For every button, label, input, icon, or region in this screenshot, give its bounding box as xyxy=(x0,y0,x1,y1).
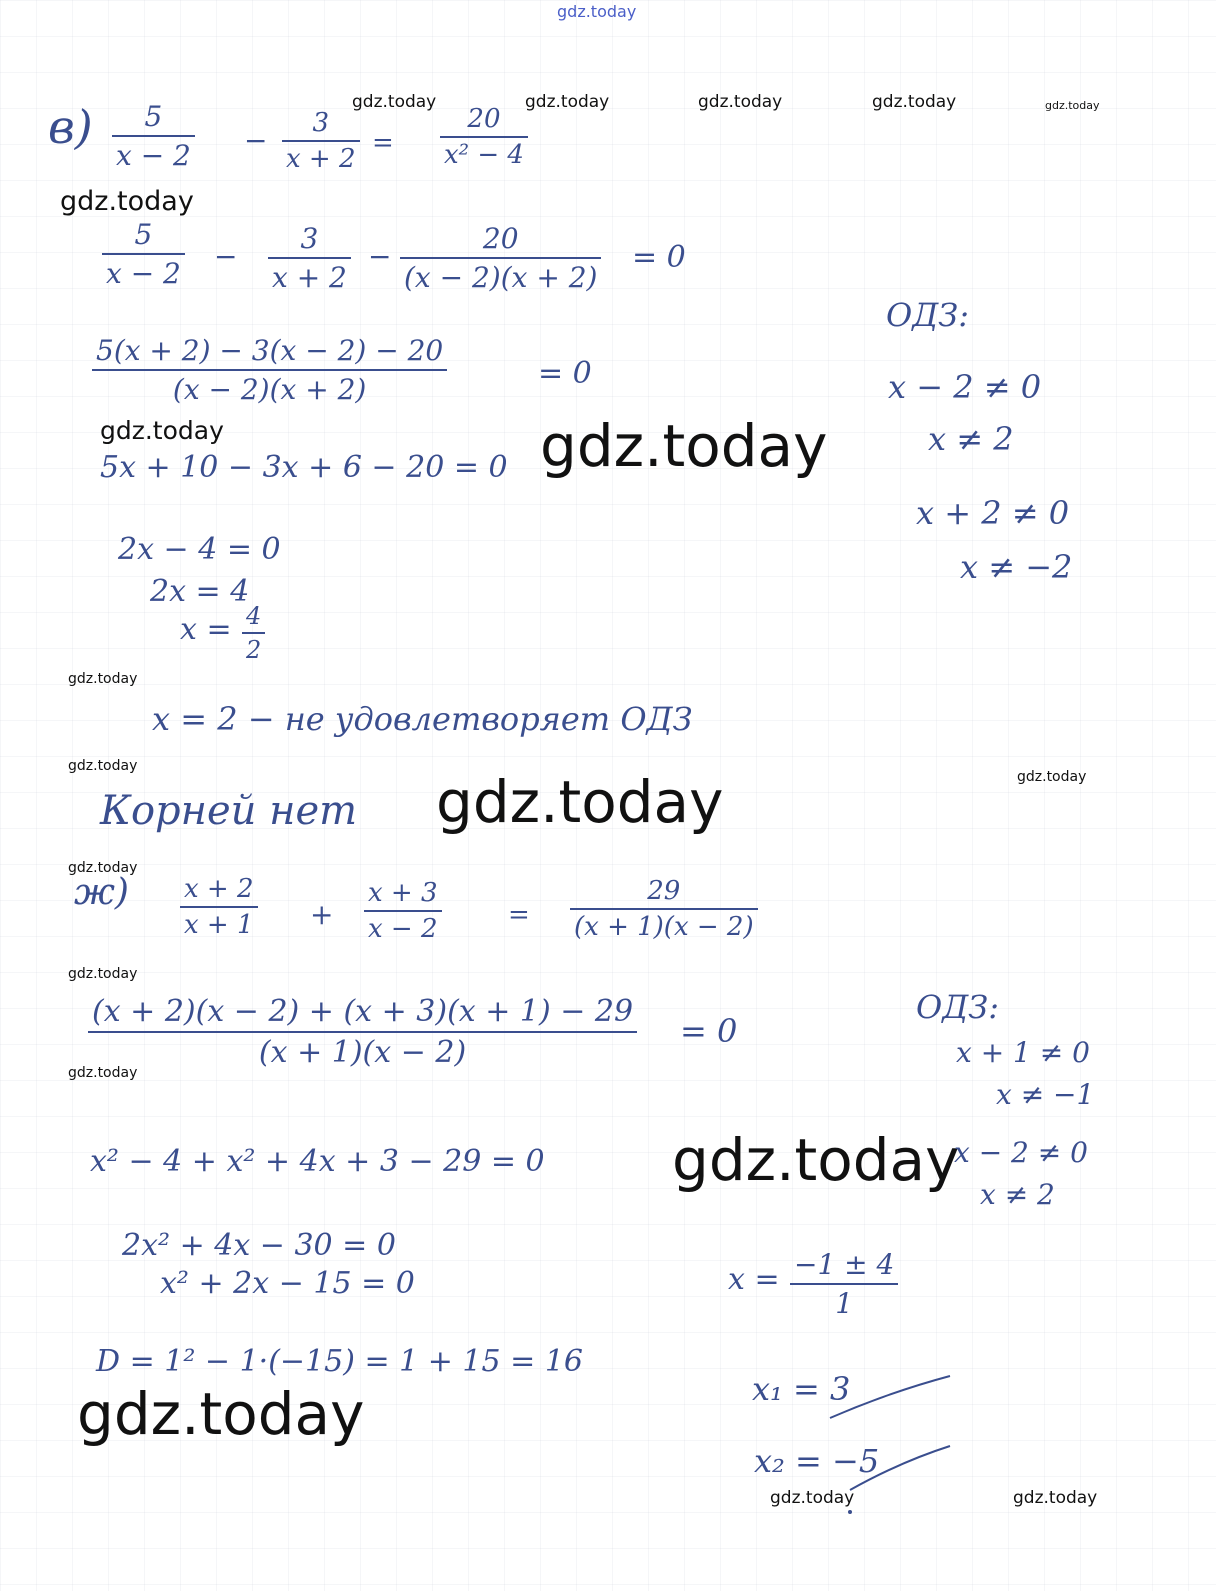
watermark: gdz.today xyxy=(672,1126,960,1194)
odz-line: x − 2 ≠ 0 xyxy=(888,368,1042,406)
numerator: 5(x + 2) − 3(x − 2) − 20 xyxy=(96,334,444,367)
denominator: x − 2 xyxy=(116,139,191,172)
step5: 2x = 4 xyxy=(150,574,250,609)
denominator: (x + 1)(x − 2) xyxy=(258,1035,467,1070)
zh-step2: x² − 4 + x² + 4x + 3 − 29 = 0 xyxy=(90,1144,545,1179)
denominator: 1 xyxy=(835,1287,854,1320)
numerator: 20 xyxy=(467,104,501,134)
zh-step3: 2x² + 4x − 30 = 0 xyxy=(122,1228,396,1263)
numerator: 5 xyxy=(144,100,163,133)
watermark: gdz.today xyxy=(540,412,828,480)
watermark: gdz.today xyxy=(77,1380,365,1448)
watermark: gdz.today xyxy=(100,416,224,445)
odz-line: x + 2 ≠ 0 xyxy=(916,494,1070,532)
denominator: x − 2 xyxy=(368,914,438,944)
denominator: (x + 1)(x − 2) xyxy=(574,912,754,942)
part-label-zh: ж) xyxy=(74,872,129,913)
denominator: x − 2 xyxy=(106,257,181,290)
numerator: 4 xyxy=(246,602,262,630)
zh-odz-line: x + 1 ≠ 0 xyxy=(956,1036,1090,1069)
minus-sign: − xyxy=(244,124,268,157)
roots-formula-lhs: x = xyxy=(728,1262,780,1297)
answer-no-roots: Корней нет xyxy=(100,788,358,834)
zh-step5-discriminant: D = 1² − 1·(−15) = 1 + 15 = 16 xyxy=(96,1344,583,1379)
zh-step4: x² + 2x − 15 = 0 xyxy=(160,1266,415,1301)
minus-sign: − xyxy=(368,240,392,273)
numerator: x + 2 xyxy=(184,874,254,904)
part-label-v: в) xyxy=(48,100,93,154)
watermark-top: gdz.today xyxy=(557,2,637,21)
odz-line: x ≠ 2 xyxy=(928,420,1014,458)
numerator: 3 xyxy=(312,108,330,138)
zh-odz-line: x − 2 ≠ 0 xyxy=(954,1136,1088,1169)
watermark: gdz.today xyxy=(698,92,783,112)
watermark: gdz.today xyxy=(68,1065,138,1081)
plus-sign: + xyxy=(310,898,334,931)
odz-title: ОДЗ: xyxy=(886,296,969,334)
denominator: 2 xyxy=(246,636,262,664)
equals-sign: = xyxy=(508,900,530,930)
watermark: gdz.today xyxy=(68,758,138,774)
watermark: gdz.today xyxy=(525,92,610,112)
step2-rhs: = 0 xyxy=(538,356,592,391)
odz-line: x ≠ −2 xyxy=(960,548,1073,586)
zh-step1-rhs: = 0 xyxy=(680,1012,738,1050)
watermark: gdz.today xyxy=(1045,99,1100,112)
denominator: (x − 2)(x + 2) xyxy=(172,373,367,406)
watermark: gdz.today xyxy=(1017,769,1087,785)
denominator: x + 1 xyxy=(184,910,254,940)
step4: 2x − 4 = 0 xyxy=(118,532,281,567)
watermark: gdz.today xyxy=(436,768,724,836)
step3: 5x + 10 − 3x + 6 − 20 = 0 xyxy=(100,450,508,485)
conclusion: x = 2 − не удовлетворяет ОДЗ xyxy=(152,700,693,738)
equals-sign: = xyxy=(372,128,394,158)
step6-lhs: x = xyxy=(180,612,232,647)
denominator: x + 2 xyxy=(286,144,356,174)
watermark: gdz.today xyxy=(872,92,957,112)
denominator: x² − 4 xyxy=(444,140,524,170)
watermark: gdz.today xyxy=(68,860,138,876)
zh-odz-line: x ≠ −1 xyxy=(996,1078,1095,1111)
numerator: 5 xyxy=(134,218,153,251)
numerator: 29 xyxy=(647,876,681,906)
zh-odz-title: ОДЗ: xyxy=(916,988,999,1026)
step1-rhs: = 0 xyxy=(632,240,686,275)
numerator: (x + 2)(x − 2) + (x + 3)(x + 1) − 29 xyxy=(92,994,634,1029)
watermark: gdz.today xyxy=(770,1488,855,1508)
denominator: x + 2 xyxy=(272,261,347,294)
root-x2: x₂ = −5 xyxy=(754,1442,880,1480)
denominator: (x − 2)(x + 2) xyxy=(404,261,598,294)
numerator: 20 xyxy=(482,222,519,255)
numerator: −1 ± 4 xyxy=(794,1248,895,1281)
root-x1: x₁ = 3 xyxy=(752,1370,851,1408)
zh-odz-line: x ≠ 2 xyxy=(980,1178,1055,1211)
minus-sign: − xyxy=(214,240,238,273)
watermark: gdz.today xyxy=(60,186,194,217)
watermark: gdz.today xyxy=(68,966,138,982)
numerator: 3 xyxy=(300,222,319,255)
watermark: gdz.today xyxy=(1013,1488,1098,1508)
watermark: gdz.today xyxy=(352,92,437,112)
watermark: gdz.today xyxy=(68,671,138,687)
numerator: x + 3 xyxy=(368,878,438,908)
